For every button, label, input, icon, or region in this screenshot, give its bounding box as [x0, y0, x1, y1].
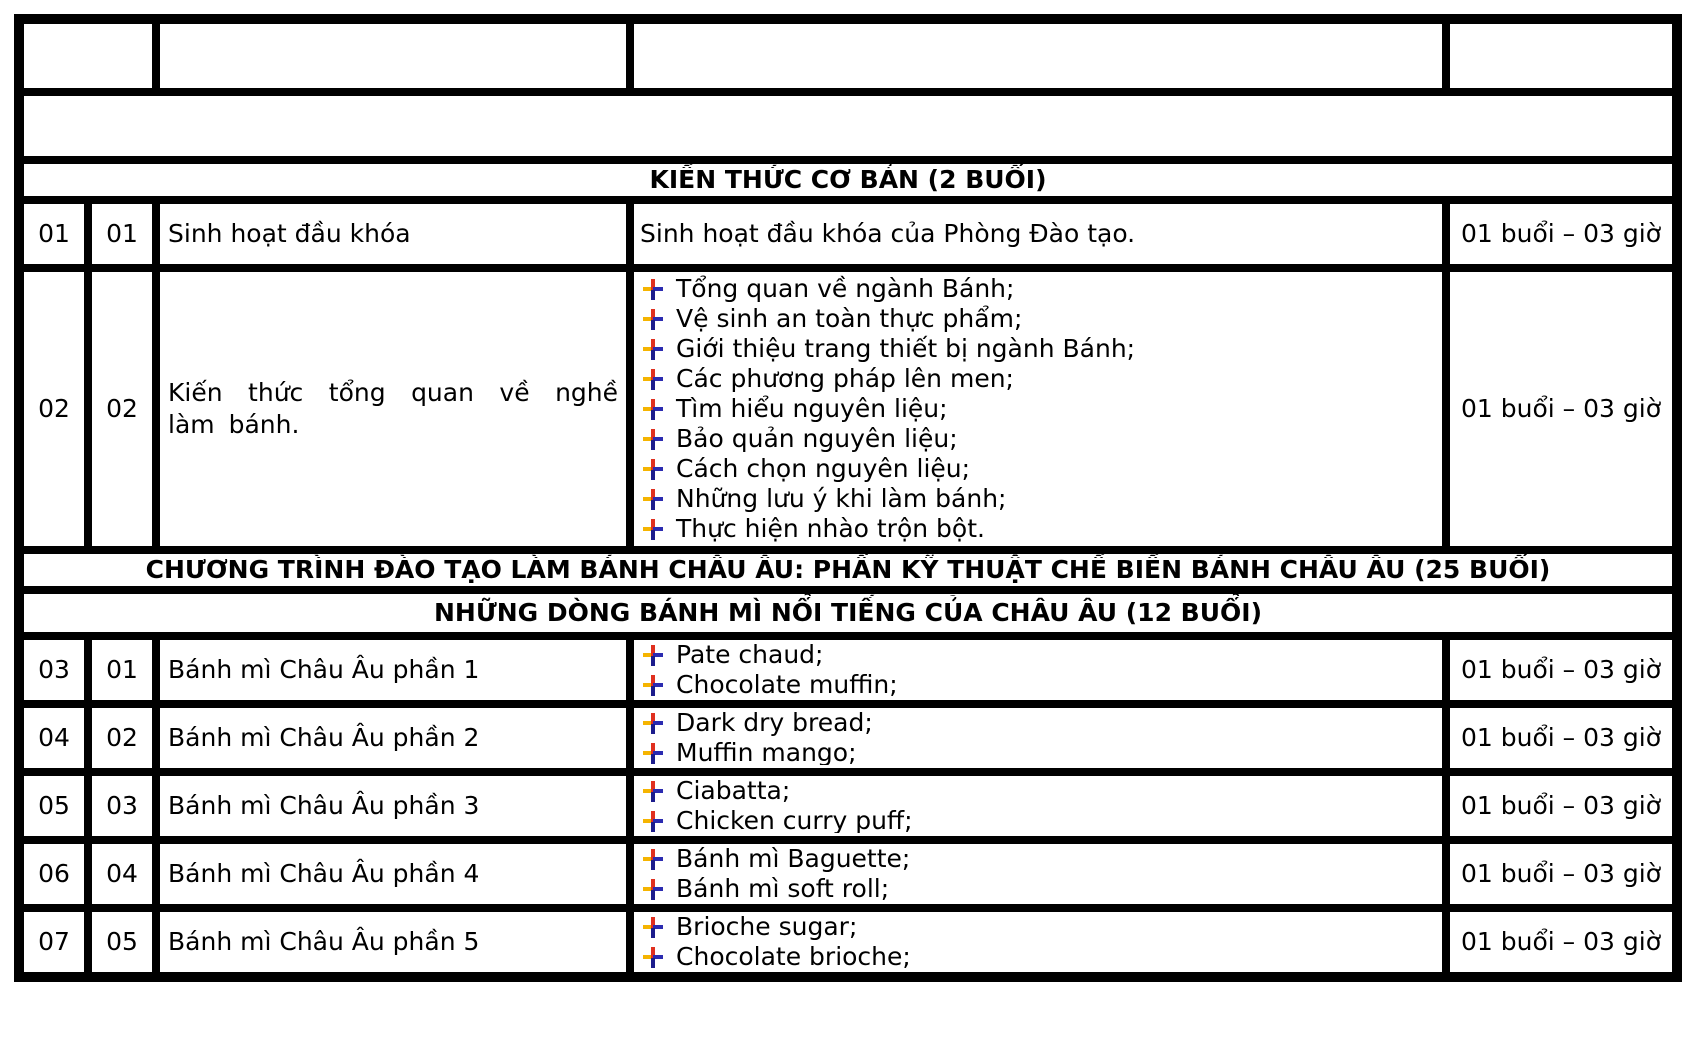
- course-title: NGHỀ LÀM BÁNH CHÂU ÂU (3,0 THÁNG): [22, 94, 1674, 158]
- table-row: [22, 842, 1674, 906]
- description-list: [640, 708, 1436, 768]
- bullet-cross-icon: [640, 674, 676, 696]
- subject: Bánh mì Châu Âu phần 5: [158, 910, 628, 974]
- list-item: [640, 394, 1436, 424]
- header-mon-hoc: MÔN HỌC: [158, 22, 628, 90]
- table-row: [22, 774, 1674, 838]
- description: [632, 774, 1444, 838]
- bullet-cross-icon: [640, 742, 676, 764]
- description-list: [640, 640, 1436, 700]
- session-number: 01: [22, 202, 86, 266]
- bullet-cross-icon: [640, 428, 676, 450]
- section-bread: NHỮNG DÒNG BÁNH MÌ NỔI TIẾNG CỦA CHÂU ÂU (12 BUỔI): [22, 592, 1674, 634]
- bullet-cross-icon: [640, 308, 676, 330]
- list-item-text: Bảo quản nguyên liệu;: [676, 424, 958, 453]
- bullet-cross-icon: [640, 878, 676, 900]
- header-row: [22, 22, 1674, 90]
- duration: 01 buổi – 03 giờ: [1448, 202, 1674, 266]
- list-item: [640, 334, 1436, 364]
- duration: 01 buổi – 03 giờ: [1448, 706, 1674, 770]
- curriculum-table: [18, 18, 1678, 978]
- list-item: [640, 874, 1436, 904]
- list-item: [640, 364, 1436, 394]
- subject: Sinh hoạt đầu khóa: [158, 202, 628, 266]
- lesson-index: 01: [90, 202, 154, 266]
- list-item-text: Những lưu ý khi làm bánh;: [676, 484, 1007, 513]
- description-list: [640, 274, 1436, 544]
- duration: 01 buổi – 03 giờ: [1448, 842, 1674, 906]
- list-item: [640, 484, 1436, 514]
- list-item-text: Các phương pháp lên men;: [676, 364, 1014, 393]
- lesson-index: 01: [90, 638, 154, 702]
- bullet-cross-icon: [640, 644, 676, 666]
- list-item-text: Tìm hiểu nguyên liệu;: [676, 394, 948, 423]
- bullet-cross-icon: [640, 338, 676, 360]
- description-list: [640, 844, 1436, 904]
- list-item: [640, 776, 1436, 806]
- description: [632, 270, 1444, 548]
- list-item-text: Cách chọn nguyên liệu;: [676, 454, 971, 483]
- lesson-index: 04: [90, 842, 154, 906]
- description: [632, 842, 1444, 906]
- list-item-text: Giới thiệu trang thiết bị ngành Bánh;: [676, 334, 1136, 363]
- lesson-index: 02: [90, 706, 154, 770]
- list-item-text: Chicken curry puff;: [676, 806, 913, 835]
- list-item: [640, 640, 1436, 670]
- duration: 01 buổi – 03 giờ: [1448, 774, 1674, 838]
- bullet-cross-icon: [640, 458, 676, 480]
- list-item: [640, 514, 1436, 544]
- subject: Bánh mì Châu Âu phần 4: [158, 842, 628, 906]
- list-item-text: Muffin mango;: [676, 738, 857, 767]
- list-item-text: Bánh mì soft roll;: [676, 874, 890, 903]
- list-item-text: Brioche sugar;: [676, 912, 858, 941]
- bullet-cross-icon: [640, 712, 676, 734]
- bullet-cross-icon: [640, 398, 676, 420]
- description-list: [640, 776, 1436, 836]
- subject: Bánh mì Châu Âu phần 1: [158, 638, 628, 702]
- subject: Bánh mì Châu Âu phần 3: [158, 774, 628, 838]
- description: [632, 638, 1444, 702]
- list-item: [640, 806, 1436, 836]
- lesson-index: 02: [90, 270, 154, 548]
- description: [632, 706, 1444, 770]
- header-dien-giai: DIỄN GIẢI: [632, 22, 1444, 90]
- session-number: 02: [22, 270, 86, 548]
- list-item: [640, 942, 1436, 972]
- description: Sinh hoạt đầu khóa của Phòng Đào tạo.: [632, 202, 1444, 266]
- list-item-text: Chocolate muffin;: [676, 670, 898, 699]
- session-number: 04: [22, 706, 86, 770]
- description: [632, 910, 1444, 974]
- bullet-cross-icon: [640, 488, 676, 510]
- list-item-text: Chocolate brioche;: [676, 942, 911, 971]
- header-buoi: BUỔI: [22, 22, 154, 90]
- table-row: [22, 706, 1674, 770]
- session-number: 06: [22, 842, 86, 906]
- duration: 01 buổi – 03 giờ: [1448, 270, 1674, 548]
- list-item-text: Bánh mì Baguette;: [676, 844, 911, 873]
- list-item: [640, 912, 1436, 942]
- subject: Bánh mì Châu Âu phần 2: [158, 706, 628, 770]
- session-number: 03: [22, 638, 86, 702]
- description-list: [640, 912, 1436, 972]
- bullet-cross-icon: [640, 278, 676, 300]
- section-program: CHƯƠNG TRÌNH ĐÀO TẠO LÀM BÁNH CHÂU ÂU: PHẦN KỸ THUẬT CHẾ BIẾN BÁNH CHÂU ÂU (25 BUỔI): [22, 552, 1674, 588]
- bullet-cross-icon: [640, 518, 676, 540]
- list-item: [640, 844, 1436, 874]
- section-basic: KIẾN THỨC CƠ BẢN (2 BUỔI): [22, 162, 1674, 198]
- list-item: [640, 424, 1436, 454]
- list-item-text: Thực hiện nhào trộn bột.: [676, 514, 985, 543]
- list-item: [640, 708, 1436, 738]
- table-row: [22, 638, 1674, 702]
- session-number: 07: [22, 910, 86, 974]
- bullet-cross-icon: [640, 780, 676, 802]
- subject: Kiến thức tổng quan về nghề làm bánh.: [158, 270, 628, 548]
- bullet-cross-icon: [640, 810, 676, 832]
- list-item: [640, 304, 1436, 334]
- bullet-cross-icon: [640, 368, 676, 390]
- bullet-cross-icon: [640, 848, 676, 870]
- list-item: [640, 454, 1436, 484]
- lesson-index: 05: [90, 910, 154, 974]
- list-item: [640, 274, 1436, 304]
- curriculum-sheet: [14, 14, 1682, 982]
- list-item-text: Pate chaud;: [676, 640, 824, 669]
- list-item-text: Dark dry bread;: [676, 708, 873, 737]
- duration: 01 buổi – 03 giờ: [1448, 638, 1674, 702]
- list-item-text: Ciabatta;: [676, 776, 791, 805]
- list-item: [640, 670, 1436, 700]
- list-item-text: Tổng quan về ngành Bánh;: [676, 274, 1015, 303]
- list-item-text: Vệ sinh an toàn thực phẩm;: [676, 304, 1023, 333]
- bullet-cross-icon: [640, 946, 676, 968]
- header-thoi-luong: THỜI LƯỢNG: [1448, 22, 1674, 90]
- lesson-index: 03: [90, 774, 154, 838]
- table-row: [22, 270, 1674, 548]
- duration: 01 buổi – 03 giờ: [1448, 910, 1674, 974]
- session-number: 05: [22, 774, 86, 838]
- list-item: [640, 738, 1436, 768]
- table-row: [22, 202, 1674, 266]
- bullet-cross-icon: [640, 916, 676, 938]
- table-row: [22, 910, 1674, 974]
